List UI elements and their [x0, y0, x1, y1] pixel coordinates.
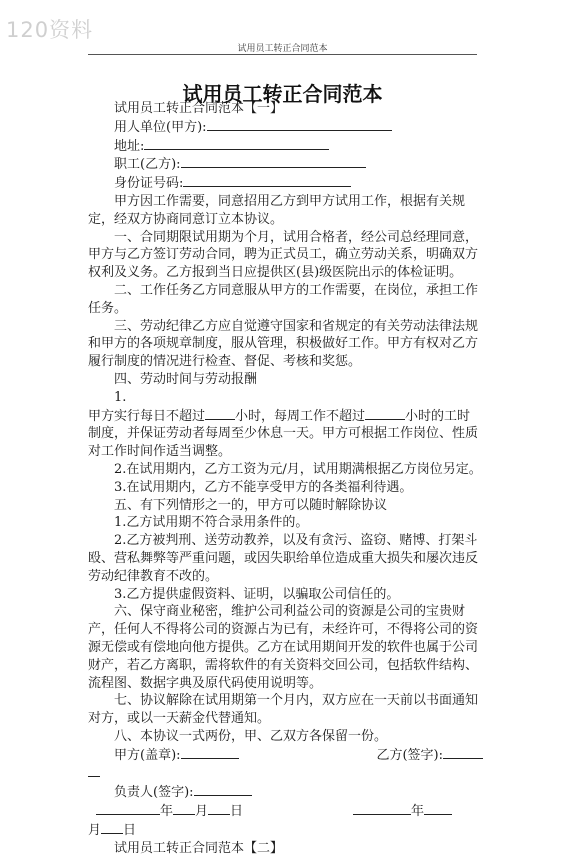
clause-4-item-1-number: 1.: [114, 389, 127, 405]
party-b-blank: [443, 746, 483, 759]
party-b-month-blank: [424, 802, 452, 815]
clause-3: 三、劳动纪律乙方应自觉遵守国家和省规定的有关劳动法律法规和甲方的各项规章制度，服从管理，积极做好工作。甲方有权对乙方履行制度的情况进行检查、督促、考核和奖惩。: [88, 318, 479, 370]
daily-hours-blank: [205, 407, 235, 420]
responsible-signature: [88, 783, 483, 802]
party-b-year-blank: [353, 802, 411, 815]
intro-paragraph: 甲方因工作需要，同意招用乙方到甲方试用工作，根据有关规定，经双方协商同意订立本协议。: [88, 193, 466, 227]
clause-6: 六、保守商业秘密，维护公司利益公司的资源是公司的宝贵财产，任何人不得将公司的资源占为已有，未经许可，不得将公司的资源无偿或有偿地向他方提供。乙方在试用期间开发的软件也属于公司财产，若乙方离职，需将软件的有关资料交回公司，包括软件结构、流程图、数据字典及原代码使用说明等。: [88, 604, 479, 691]
id-number-field: [88, 174, 483, 193]
address-blank: [144, 137, 329, 150]
employee-blank: [181, 155, 366, 168]
employer-field: [88, 118, 483, 137]
clause-2: 二、工作任务乙方同意服从甲方的工作需要，在岗位，承担工作任务。: [88, 282, 479, 316]
weekly-hours-blank: [365, 407, 405, 420]
document-body: [88, 100, 483, 857]
employee-label: 职工(乙方):: [114, 157, 181, 173]
party-a-year-label: 年: [160, 804, 174, 820]
party-b-year-label: 年: [411, 804, 425, 820]
employer-blank: [207, 118, 392, 131]
party-b-day-blank: [101, 821, 123, 834]
party-a-month-label: 月: [195, 804, 209, 820]
clause-4-item-1: [88, 407, 483, 461]
address-field: [88, 137, 483, 156]
clause-4-item-2: 2.在试用期内，乙方工资为元/月，试用期满根据乙方岗位另定。: [114, 461, 482, 477]
id-number-blank: [183, 174, 351, 187]
watermark: 120资料: [6, 18, 94, 42]
running-header: 试用员工转正合同范本: [237, 44, 328, 54]
clause-4-heading: 四、劳动时间与劳动报酬: [114, 371, 258, 387]
party-a-month-blank: [173, 802, 195, 815]
party-b-day-label: 日: [123, 822, 137, 838]
header-divider: [88, 54, 477, 55]
work-hours-weekly-text: 小时，每周工作不超过: [235, 408, 366, 424]
section-subtitle-1: 试用员工转正合同范本【一】: [114, 101, 284, 116]
party-a-blank: [181, 746, 239, 759]
signature-wrap-line: [88, 764, 483, 783]
section-subtitle-2: 试用员工转正合同范本【二】: [114, 840, 284, 856]
clause-5-item-2: 2.乙方被判刑、送劳动教养，以及有贪污、盗窃、赌博、打架斗殴、营私舞弊等严重问题，或因失职给单位造成重大损失和屡次违反劳动纪律教育不改的。: [88, 533, 479, 584]
clause-7: 七、协议解除在试用期第一个月内，双方应在一天前以书面通知对方，或以一天薪金代替通知。: [88, 693, 479, 727]
date-row: [88, 802, 483, 821]
work-hours-rest-text: 小时的工时制度，并保证劳动者每周至少休息一天。甲方可根据工作岗位、性质对工作时间作适当调整。: [88, 408, 479, 460]
address-label: 地址:: [114, 138, 145, 154]
party-a-label: 甲方(盖章):: [114, 747, 181, 763]
party-b-blank-wrap: [88, 764, 100, 777]
clause-8: 八、本协议一式两份，甲、乙双方各保留一份。: [114, 728, 388, 744]
party-a-signature: [114, 746, 239, 765]
party-b-label: 乙方(签字):: [376, 747, 443, 763]
work-hours-daily-text: 甲方实行每日不超过: [88, 408, 206, 424]
clause-1: 一、合同期限试用期为个月，试用合格者，经公司总经理同意，甲方与乙方签订劳动合同，聘为正式员工，确立劳动关系，明确双方权利及义务。乙方报到当日应提供区(县)级医院出示的体检证明。: [88, 229, 479, 281]
date-row-wrap: [88, 821, 483, 840]
party-a-year-blank: [96, 802, 160, 815]
party-a-day-blank: [208, 802, 230, 815]
document-title: 试用员工转正合同范本: [182, 82, 383, 106]
employee-field: [88, 155, 483, 174]
party-b-signature: [376, 746, 483, 765]
employer-label: 用人单位(甲方):: [114, 119, 207, 135]
clause-5-item-3: 3.乙方提供虚假资料、证明，以骗取公司信任的。: [114, 586, 400, 602]
party-a-day-label: 日: [230, 804, 244, 820]
responsible-blank: [194, 783, 252, 796]
clause-5-item-1: 1.乙方试用期不符合录用条件的。: [114, 515, 309, 531]
signature-row: [88, 746, 483, 765]
clause-4-item-3: 3.在试用期内，乙方不能享受甲方的各类福利待遇。: [114, 479, 413, 495]
party-b-month-label: 月: [88, 822, 102, 838]
clause-5-heading: 五、有下列情形之一的，甲方可以随时解除协议: [114, 497, 388, 513]
responsible-label: 负责人(签字):: [114, 785, 194, 801]
id-number-label: 身份证号码:: [114, 176, 184, 192]
